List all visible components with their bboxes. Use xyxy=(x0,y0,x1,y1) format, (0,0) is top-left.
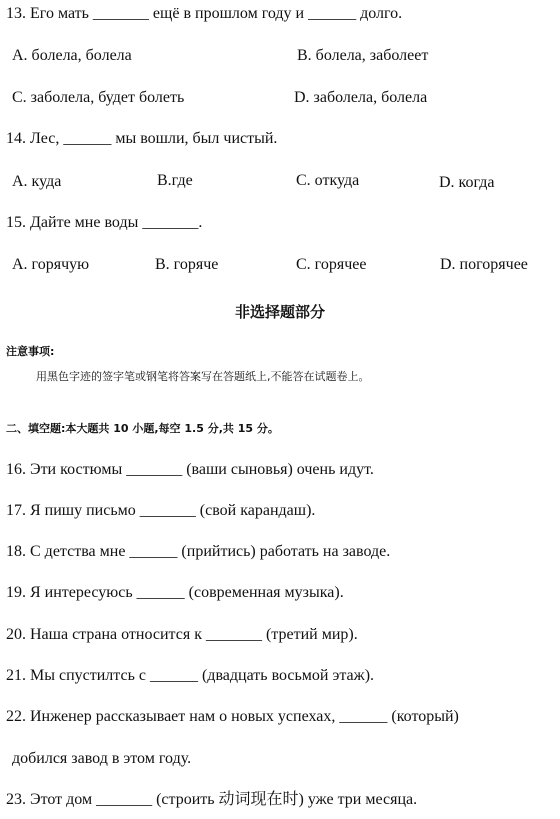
question-20: 20. Наша страна относится к _______ (третий мир). xyxy=(6,626,358,643)
question-13-option-d[interactable]: D. заболела, болела xyxy=(294,89,428,106)
question-15-option-b[interactable]: B. горяче xyxy=(155,256,219,273)
question-15-option-d[interactable]: D. погорячее xyxy=(440,256,528,273)
question-14-option-a[interactable]: A. куда xyxy=(12,173,62,190)
question-13-option-a[interactable]: A. болела, болела xyxy=(12,47,132,64)
question-13-stem: 13. Его мать _______ ещё в прошлом году и ______ долго. xyxy=(6,5,403,22)
question-15-option-c[interactable]: C. горячее xyxy=(296,256,367,273)
question-13-option-b[interactable]: B. болела, заболеет xyxy=(297,47,429,64)
question-16: 16. Эти костюмы _______ (ваши сыновья) очень идут. xyxy=(6,461,374,478)
question-23: 23. Этот дом _______ (строить 动词现在时) уже три месяца. xyxy=(6,791,418,808)
section-title: 非选择题部分 xyxy=(234,303,325,321)
question-15-stem: 15. Дайте мне воды _______. xyxy=(6,214,203,231)
notes-label: 注意事项: xyxy=(6,345,55,358)
question-14-option-b[interactable]: B.где xyxy=(157,172,193,189)
notes-text: 用黑色字迹的签字笔或钢笔将答案写在答题纸上,不能答在试题卷上。 xyxy=(36,370,370,383)
question-14-option-c[interactable]: C. откуда xyxy=(296,172,360,189)
question-22: 22. Инженер рассказывает нам о новых успехах, ______ (который) xyxy=(6,708,459,725)
question-17: 17. Я пишу письмо _______ (свой карандаш). xyxy=(6,502,316,519)
part-header: 二、填空题:本大题共 10 小题,每空 1.5 分,共 15 分。 xyxy=(6,422,279,435)
question-21: 21. Мы спустилтсь с ______ (двадцать восьмой этаж). xyxy=(6,667,375,684)
question-18: 18. С детства мне ______ (прийтись) работать на заводе. xyxy=(6,543,391,560)
question-15-option-a[interactable]: A. горячую xyxy=(12,256,90,273)
question-14-option-d[interactable]: D. когда xyxy=(439,174,495,191)
question-13-option-c[interactable]: C. заболела, будет болеть xyxy=(12,89,185,106)
question-14-stem: 14. Лес, ______ мы вошли, был чистый. xyxy=(6,130,278,147)
question-22-continuation: добился завод в этом году. xyxy=(12,750,192,767)
question-19: 19. Я интересуюсь ______ (современная музыка). xyxy=(6,584,344,601)
